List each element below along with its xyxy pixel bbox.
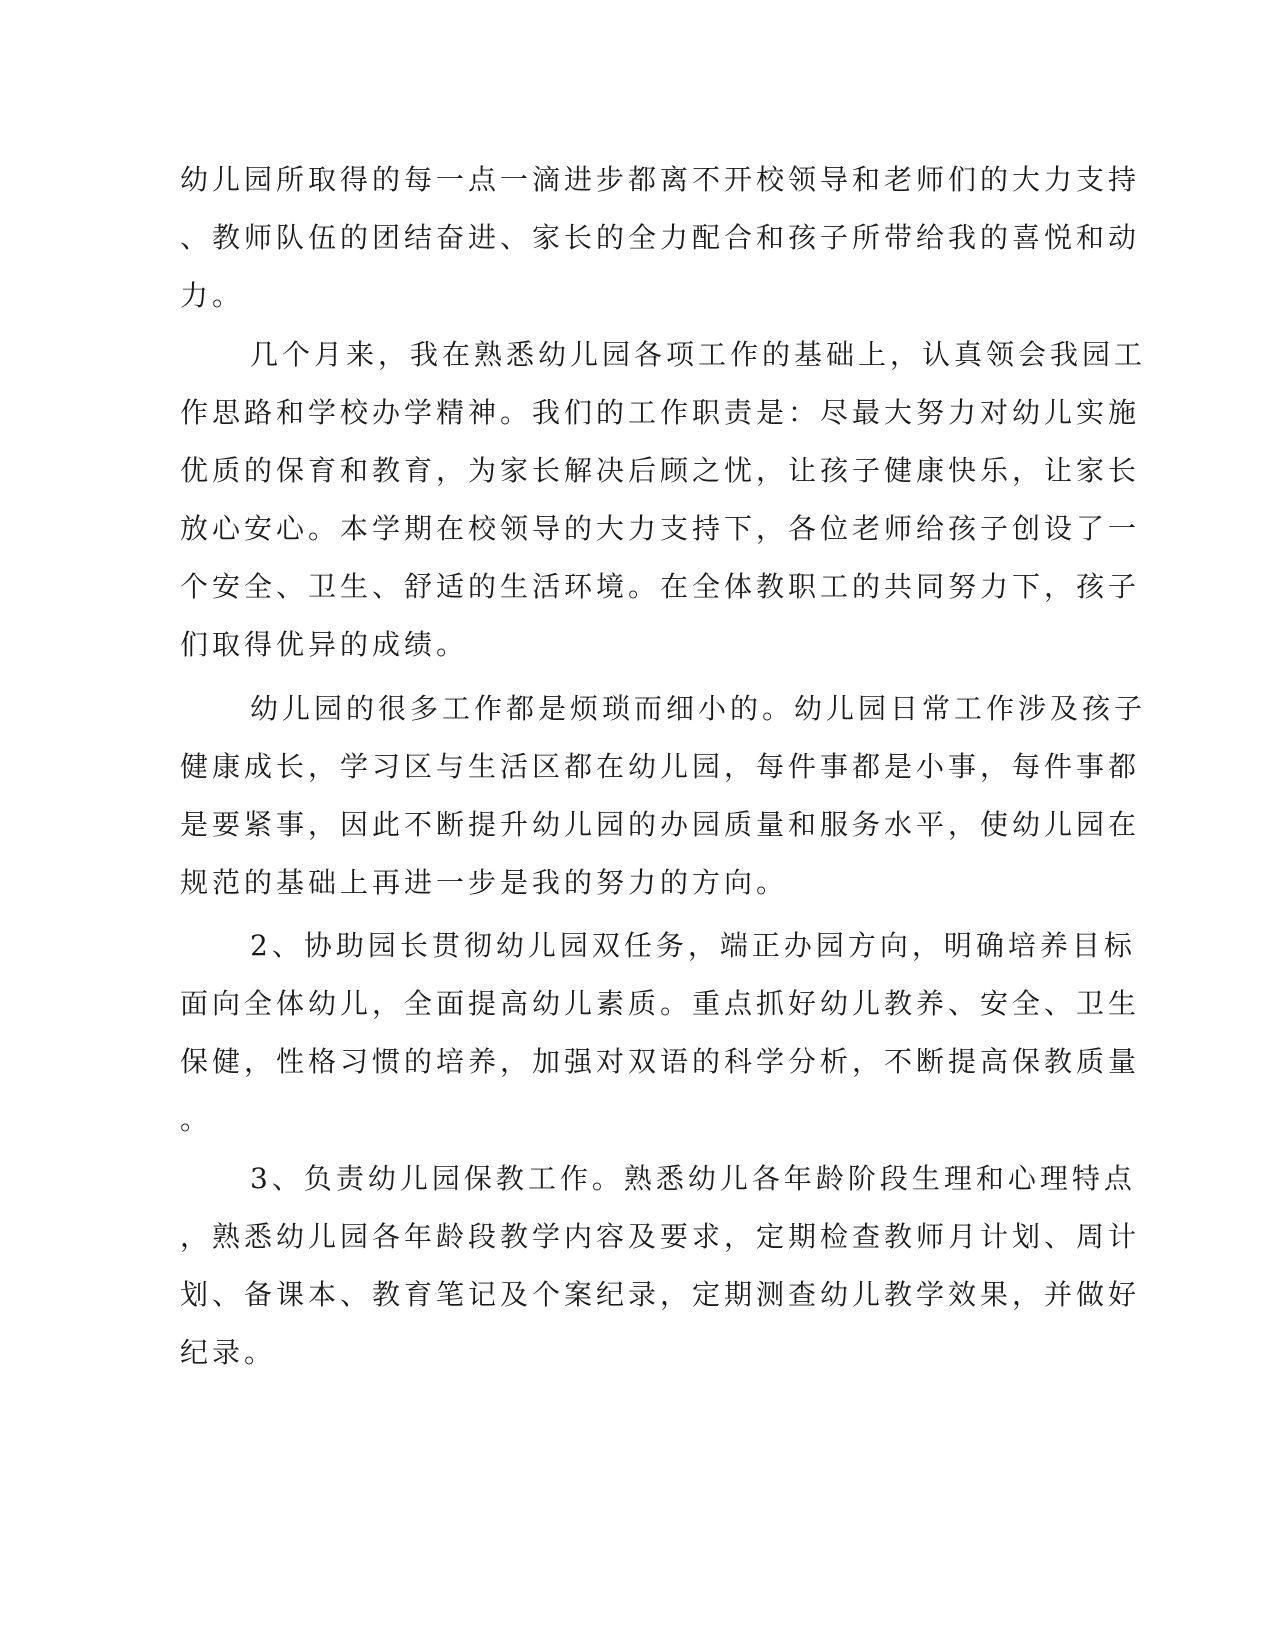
paragraph-line: 优质的保育和教育，为家长解决后顾之忧，让孩子健康快乐，让家长	[180, 454, 1141, 487]
paragraph-line: 们取得优异的成绩。	[180, 628, 469, 661]
paragraph-line: 是要紧事，因此不断提升幼儿园的办园质量和服务水平，使幼儿园在	[180, 808, 1141, 841]
paragraph-line: ，熟悉幼儿园各年龄段教学内容及要求，定期检查教师月计划、周计	[180, 1220, 1141, 1253]
paragraph-line: 幼儿园所取得的每一点一滴进步都离不开校领导和老师们的大力支持	[180, 163, 1141, 196]
paragraph-line: 面向全体幼儿，全面提高幼儿素质。重点抓好幼儿教养、安全、卫生	[180, 987, 1141, 1020]
paragraph-line: 几个月来，我在熟悉幼儿园各项工作的基础上，认真领会我园工	[250, 338, 1147, 371]
paragraph-line: 2、协助园长贯彻幼儿园双任务，端正办园方向，明确培养目标	[250, 929, 1136, 962]
paragraph-line: 3、负责幼儿园保教工作。熟悉幼儿各年龄阶段生理和心理特点	[250, 1162, 1136, 1195]
paragraph-line: 力。	[180, 279, 245, 312]
paragraph-line: 、教师队伍的团结奋进、家长的全力配合和孩子所带给我的喜悦和动	[180, 221, 1141, 254]
paragraph-line: 健康成长，学习区与生活区都在幼儿园，每件事都是小事，每件事都	[180, 750, 1141, 783]
paragraph-line: 纪录。	[180, 1336, 277, 1369]
paragraph-line: 个安全、卫生、舒适的生活环境。在全体教职工的共同努力下，孩子	[180, 570, 1141, 603]
paragraph-line: 作思路和学校办学精神。我们的工作职责是：尽最大努力对幼儿实施	[180, 396, 1141, 429]
paragraph-line: 保健，性格习惯的培养，加强对双语的科学分析，不断提高保教质量	[180, 1045, 1141, 1078]
paragraph-line: 幼儿园的很多工作都是烦琐而细小的。幼儿园日常工作涉及孩子	[250, 692, 1147, 725]
paragraph-line: 。	[180, 1103, 213, 1136]
paragraph-line: 放心安心。本学期在校领导的大力支持下，各位老师给孩子创设了一	[180, 512, 1141, 545]
paragraph-line: 规范的基础上再进一步是我的努力的方向。	[180, 866, 789, 899]
paragraph-line: 划、备课本、教育笔记及个案纪录，定期测查幼儿教学效果，并做好	[180, 1278, 1141, 1311]
